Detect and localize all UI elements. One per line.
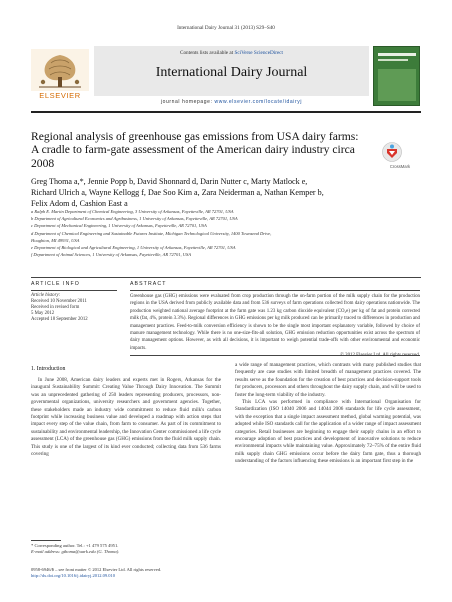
abstract-bottom-rule <box>130 355 420 356</box>
sciencedirect-link[interactable]: SciVerse ScienceDirect <box>234 50 283 56</box>
history-label: Article history: <box>31 293 61 298</box>
article-history <box>31 293 121 323</box>
revised-date: 5 May 2012 <box>31 310 55 316</box>
introduction-heading: 1. Introduction <box>31 366 66 372</box>
publisher-logo-text: ELSEVIER <box>39 91 81 100</box>
received-date: Received 10 November 2011 <box>31 298 87 304</box>
affiliations <box>31 208 421 258</box>
abstract-body <box>130 293 420 360</box>
right-column <box>235 362 421 466</box>
authors-line-3: Felix Adom d, Cashion East a <box>31 198 128 208</box>
footnote <box>31 543 221 556</box>
author-email: E-mail address: gthoma@uark.edu (G. Thoma). <box>31 549 120 555</box>
authors-line-2: Richard Ulrich a, Wayne Kellogg f, Dae Soo Kim a, Zara Neiderman a, Nathan Kemper b, <box>31 187 324 197</box>
abstract-text: Greenhouse gas (GHG) emissions were evaluated from crop production through the on-farm portion of the milk supply chain for the production regions in the USA derived from publicly available data and from 536 surveys of farm operations collected from dairy operations nationwide. The production weighted national average footprint at the farm gate was 1.23 kg carbon dioxide equivalent (CO₂e) per kg of fat and protein corrected milk (fat, 4%, protein 3.3%). Regional differences in GHG emissions per kg milk produced can be primarily traced to differences in production and management practices. Feed-to-milk conversion efficiency is shown to be the single most important explanatory variable, followed by choice of manure management technology. While there is no one-size-fits-all solution, GHG emission reduction opportunities exist across the spectrum of dairy management options. However, as with all decisions, it is important to weigh potential trade-offs with other environmental and economic impacts. <box>130 294 420 351</box>
affiliation-f: f Department of Animal Sciences, 1 University of Arkansas, Fayetteville, AR 72701, USA <box>31 252 191 258</box>
paper-title: Regional analysis of greenhouse gas emissions from USA dairy farms: A cradle to farm-gate assessment of the American dairy industry circa 2008 <box>31 130 359 170</box>
affiliation-b: b Department of Agricultural Economics and Agribusiness, 1 University of Arkansas, Fayetteville, AR 72701, USA <box>31 216 238 222</box>
intro-paragraph-1: In June 2008, American dairy leaders and experts met in Rogers, Arkansas for the inaugural Sustainability Summit: Creating Value Through Dairy Innovation. The Summit was an unprecedented gathering of 250 leaders representing producers, processors, non-governmental organizations, university researchers and government agencies. Together, these stakeholders made an industry wide commitment to reduce fluid milk's carbon footprint while increasing business value and developed a roadmap with action steps that impact every step of the value chain, from farm to consumer. As part of its commitment to sustainability and environmental leadership, the Innovation Center commissioned a life cycle assessment (LCA) of the greenhouse gas (GHG) emissions from the fluid milk supply chain. This study is one of the largest of its kind ever conducted; collecting data from 536 farms covering <box>31 377 221 458</box>
page-footer <box>31 567 221 580</box>
contents-prefix: Contents lists available at <box>179 50 235 56</box>
abstract-copyright: © 2012 Elsevier Ltd. All rights reserved. <box>340 353 420 359</box>
info-top-rule <box>31 277 421 278</box>
affiliation-d-cont: Houghton, MI 49931, USA <box>31 237 80 243</box>
affiliation-a: a Ralph E. Martin Department of Chemical Engineering, 3 University of Arkansas, Fayetteville, AR 72701, USA <box>31 209 234 214</box>
abstract-sub-rule <box>130 290 420 291</box>
contents-line <box>94 50 369 56</box>
authors-line-1: Greg Thoma a,*, Jennie Popp b, David Shonnard d, Darin Nutter c, Marty Matlock e, <box>31 177 308 186</box>
revised-label: Received in revised form <box>31 304 80 310</box>
issn-line: 0958-6946/$ – see front matter © 2012 Elsevier Ltd. All rights reserved. <box>31 567 162 572</box>
abstract-heading: ABSTRACT <box>130 281 167 287</box>
journal-homepage-line <box>94 99 369 107</box>
author-list <box>31 177 411 209</box>
footnote-rule <box>31 540 61 541</box>
running-header: International Dairy Journal 31 (2013) S29–S40 <box>177 25 275 31</box>
article-info-heading: ARTICLE INFO <box>31 281 80 287</box>
affiliation-d: d Department of Chemical Engineering and Sustainable Futures Institute, Michigan Technological University, 1400 Townsend Drive, <box>31 230 272 236</box>
journal-homepage-link[interactable]: www.elsevier.com/locate/idairyj <box>214 99 303 105</box>
intro-paragraph-2: This LCA was performed in compliance with International Organisation for Standardization (ISO 14040 2006 and 14044 2006 standards for life cycle assessment, with the exception that a single impact assessment method, global warming potential, was adopted while ISO standards call for the application of a wider range of impact assessment categories. Retail businesses are beginning to engage their supply chains in an effort to encourage adoption of best practices and development of innovative solutions to reduce environmental impacts while maintaining value. Approximately 72–75% of the entire fluid milk supply chain GHG emissions occur before the dairy farm gate, thus a thorough understanding of the factors influencing these emissions is an important first step in the <box>235 399 421 465</box>
info-sub-rule <box>31 290 117 291</box>
affiliation-c: c Department of Mechanical Engineering, 1 University of Arkansas, Fayetteville, AR 72701, USA <box>31 223 207 229</box>
homepage-prefix: journal homepage: <box>160 99 215 105</box>
doi-link[interactable]: http://dx.doi.org/10.1016/j.idairyj.2012.09.010 <box>31 573 116 579</box>
journal-cover-thumbnail <box>373 46 420 106</box>
intro-paragraph-1-cont: a wide range of management practices, which contrasts with many published studies that frequently are case studies with limited breadth of management practices covered. The results serve as the foundation for the creation of best practices and decision-support tools for producers, processors and others throughout the dairy supply chain, and will be used to foster the long-term viability of the industry. <box>235 362 421 398</box>
affiliation-e: e Department of Biological and Agricultural Engineering, 1 University of Arkansas, Fayetteville, AR 72701, USA <box>31 245 236 251</box>
elsevier-tree-logo <box>31 49 89 97</box>
journal-title: International Dairy Journal <box>155 65 308 80</box>
crossmark-label: CrossMark <box>389 164 411 169</box>
corresponding-author: * Corresponding author. Tel.: +1 479 575 4951. <box>31 543 119 548</box>
masthead-rule <box>31 111 421 113</box>
accepted-date: Accepted 18 September 2012 <box>31 316 88 322</box>
left-column <box>31 377 221 458</box>
